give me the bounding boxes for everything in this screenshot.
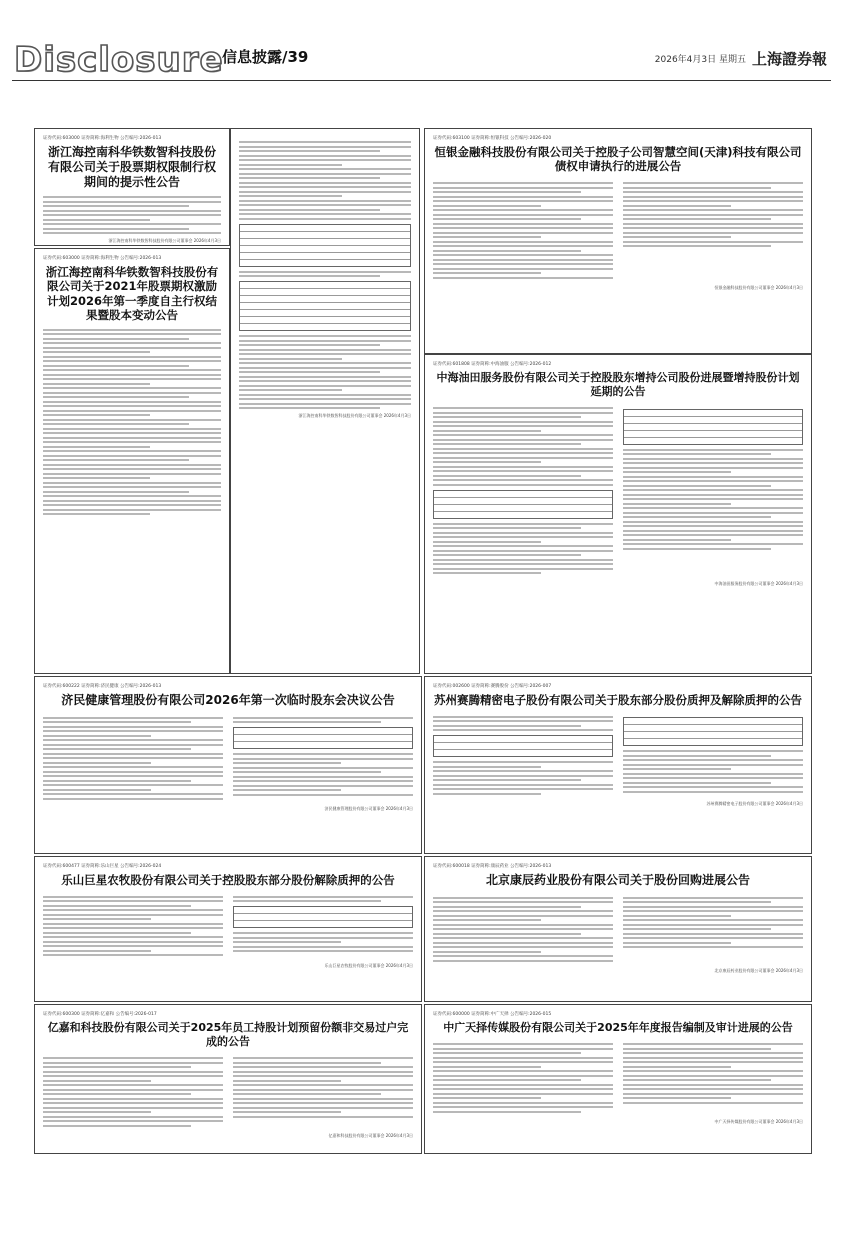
notice-signer: 北京康辰药业股份有限公司董事会 2026年4月3日 — [714, 968, 803, 973]
notice-haili-option-period — [34, 128, 230, 246]
notice-title: 亿嘉和科技股份有限公司关于2025年员工持股计划预留份额非交易过户完成的公告 — [47, 1021, 409, 1048]
notice-haili-exercise-continued — [230, 128, 420, 674]
notice-title: 乐山巨星农牧股份有限公司关于控股股东部分股份解除质押的公告 — [61, 873, 395, 887]
notice-body — [239, 141, 411, 409]
header-rule — [12, 80, 831, 81]
notice-signer: 浙江海控南科华铁数智科技股份有限公司董事会 2026年4月3日 — [298, 413, 411, 418]
issue-date: 2026年4月3日 星期五 — [654, 55, 746, 65]
notice-title: 北京康辰药业股份有限公司关于股份回购进展公告 — [485, 873, 750, 887]
notice-cosl-increase — [424, 354, 812, 674]
notice-body — [43, 329, 221, 516]
notice-signer: 中广天择传媒股份有限公司董事会 2026年4月3日 — [714, 1119, 803, 1125]
notice-body — [433, 713, 803, 797]
notice-body — [43, 893, 413, 959]
notice-signer: 中海油田服务股份有限公司董事会 2026年4月3日 — [714, 580, 803, 586]
notice-body — [43, 196, 221, 234]
notice-hengyin-debt — [424, 128, 812, 354]
notice-signer: 恒银金融科技股份有限公司董事会 2026年4月3日 — [714, 285, 803, 291]
notice-body — [433, 180, 803, 282]
notice-signer: 苏州赛腾精密电子股份有限公司董事会 2026年4月3日 — [706, 801, 803, 807]
notice-haili-exercise-result — [34, 248, 230, 674]
notice-code: 证券代码:603000 证券简称:海利生物 公告编号:2026-013 — [43, 256, 162, 261]
notice-title: 济民健康管理股份有限公司2026年第一次临时股东会决议公告 — [61, 693, 395, 707]
section-label: 信息披露/39 — [222, 48, 309, 66]
notice-title: 中海油田服务股份有限公司关于控股股东增持公司股份进展暨增持股份计划延期的公告 — [436, 371, 800, 398]
notice-saiteng-pledge — [424, 676, 812, 854]
notice-title: 苏州赛腾精密电子股份有限公司关于股东部分股份质押及解除质押的公告 — [434, 693, 802, 707]
notice-code: 证券代码:002600 证券简称:赛腾股份 公告编号:2026-007 — [433, 684, 552, 689]
notice-code: 证券代码:600300 证券简称:亿嘉和 公告编号:2026-017 — [43, 1012, 157, 1017]
notice-signer: 浙江海控南科华铁数智科技股份有限公司董事会 2026年4月3日 — [108, 238, 221, 243]
notice-code: 证券代码:603100 证券简称:恒银科技 公告编号:2026-020 — [433, 136, 552, 141]
notice-body — [43, 714, 413, 802]
notice-kangchen-buyback — [424, 856, 812, 1002]
notice-jimin-meeting — [34, 676, 422, 854]
notice-body — [433, 894, 803, 964]
masthead-right — [655, 48, 827, 69]
notice-signer: 济民健康管理股份有限公司董事会 2026年4月3日 — [324, 806, 413, 811]
notice-signer: 亿嘉和科技股份有限公司董事会 2026年4月3日 — [328, 1133, 413, 1138]
notice-title: 恒银金融科技股份有限公司关于控股子公司智慧空间(天津)科技有限公司债权申请执行的进展公告 — [434, 145, 802, 174]
notice-title: 中广天择传媒股份有限公司关于2025年年度报告编制及审计进展的公告 — [443, 1021, 793, 1034]
notice-code: 证券代码:603000 证券简称:海利生物 公告编号:2026-013 — [43, 136, 162, 141]
masthead-brand: Disclosure — [14, 40, 224, 80]
notice-body — [433, 405, 803, 577]
notice-zhongguang-annual-report — [424, 1004, 812, 1154]
notice-code: 证券代码:600222 证券简称:济民健康 公告编号:2026-013 — [43, 684, 162, 689]
notice-body — [433, 1041, 803, 1116]
notice-code: 证券代码:600018 证券简称:康辰药业 公告编号:2026-013 — [433, 864, 552, 869]
masthead — [0, 0, 843, 80]
notice-yijiahe-esop — [34, 1004, 422, 1154]
notice-signer: 乐山巨星农牧股份有限公司董事会 2026年4月3日 — [324, 962, 413, 968]
notice-code: 证券代码:601808 证券简称:中海油服 公告编号:2026-012 — [433, 362, 552, 367]
notice-body — [43, 1055, 413, 1130]
newspaper-name: 上海證券報 — [751, 50, 827, 68]
notice-code: 证券代码:600477 证券简称:乐山巨星 公告编号:2026-024 — [43, 864, 162, 869]
notice-code: 证券代码:600000 证券简称:中广天择 公告编号:2026-015 — [433, 1012, 552, 1017]
notice-title: 浙江海控南科华铁数智科技股份有限公司关于股票期权限制行权期间的提示性公告 — [47, 145, 216, 189]
notice-title: 浙江海控南科华铁数智科技股份有限公司关于2021年股票期权激励计划2026年第一季度自主行权结果暨股本变动公告 — [45, 265, 219, 323]
notice-leshan-pledge-release — [34, 856, 422, 1002]
